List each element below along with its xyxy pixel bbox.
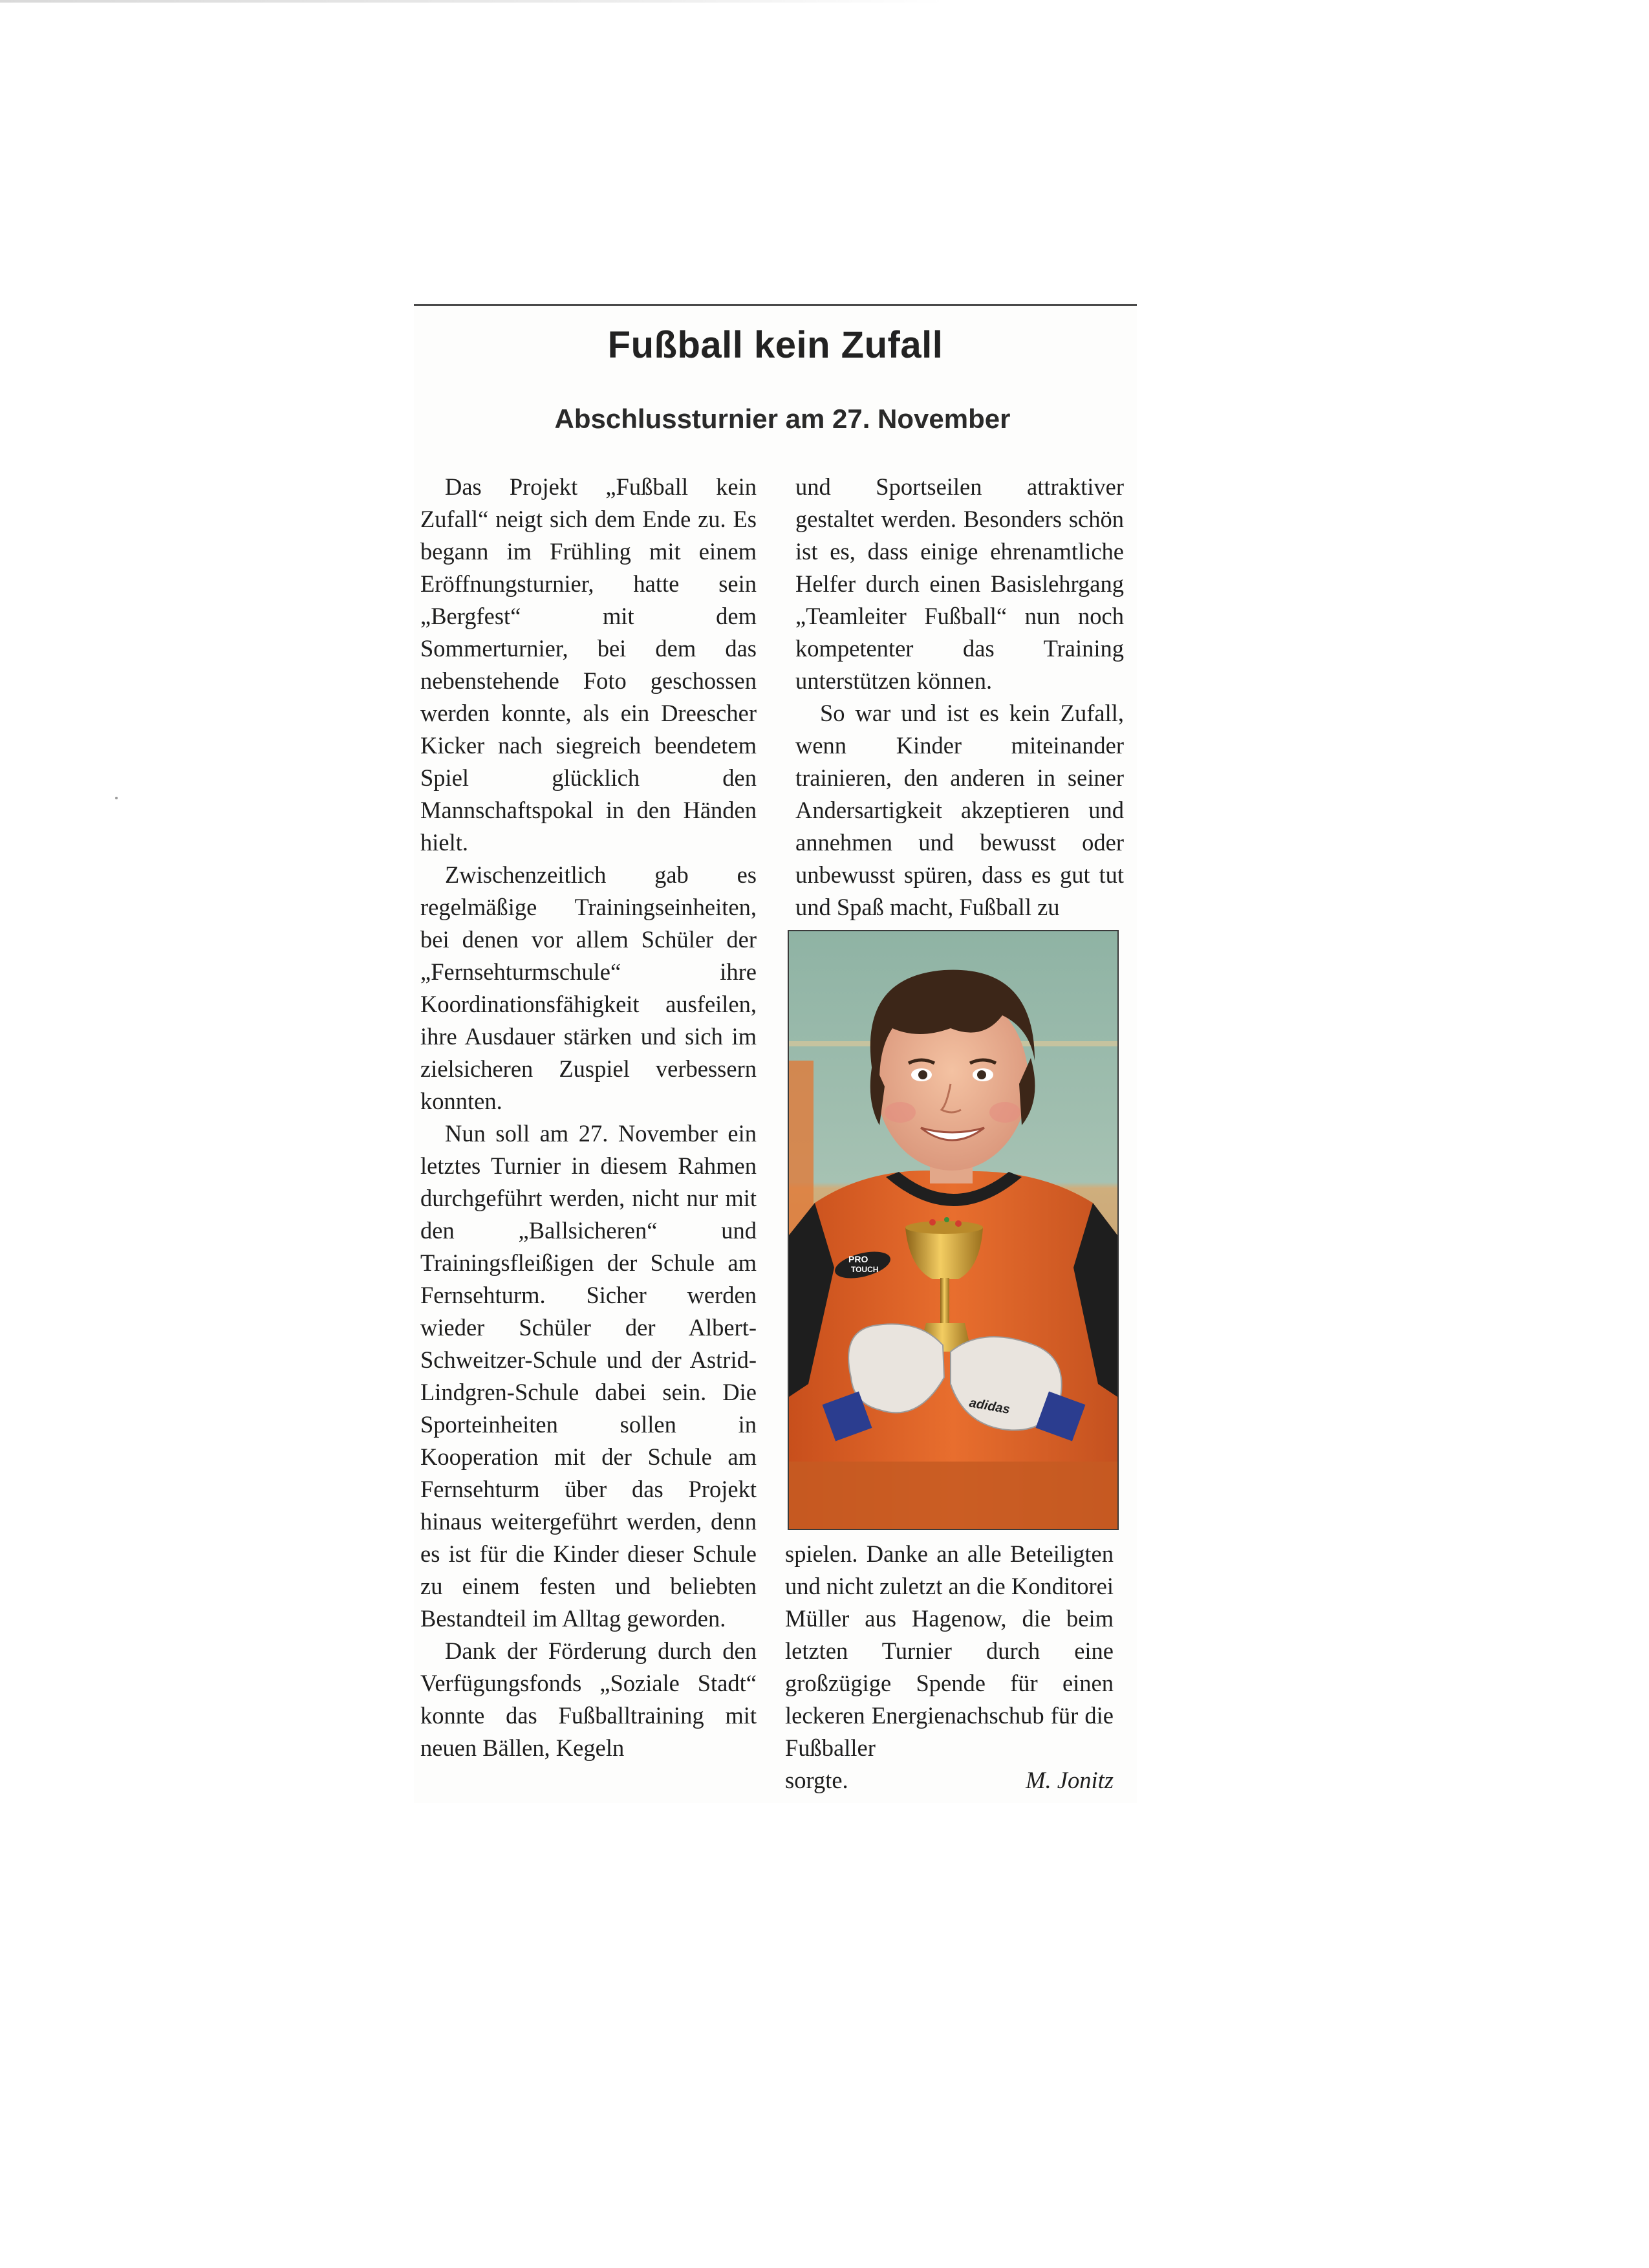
paragraph: Das Projekt „Fußball kein Zufall“ neigt sich dem Ende zu. Es begann im Frühling mit einem Eröffnungsturnier, hatte sein „Bergfest“ mit dem Sommerturnier, bei dem das nebenstehende Foto geschossen werden konnte, als ein Dreescher Kicker nach siegreich beendetem Spiel glücklich den Mannschaftspokal in den Händen hielt. (420, 473, 757, 856)
glove-brand-text: adidas (968, 1396, 1011, 1417)
scan-edge (0, 0, 944, 3)
paragraph: So war und ist es kein Zufall, wenn Kinder miteinander trainieren, den anderen in seiner Andersartigkeit akzeptieren und annehmen und bewusst oder unbewusst spüren, dass es gut tut und Spaß macht, Fußball zu (795, 700, 1124, 920)
jersey-logo-text: TOUCH (851, 1265, 879, 1274)
article-photo (788, 930, 1119, 1530)
scan-speck (115, 797, 118, 799)
author-byline: M. Jonitz (1026, 1767, 1114, 1793)
paragraph: Nun soll am 27. November ein letztes Turnier in diesem Rahmen durchgeführt werden, nicht nur mit den „Ballsicheren“ und Trainingsfleißigen der Schule am Fernsehturm. Sicher werden wieder Schüler der Albert-Schweitzer-Schule und der Astrid-Lindgren-Schule dabei sein. Die Sporteinheiten sollen in Kooperation mit der Schule am Fernsehturm über das Projekt hinaus weitergeführt werden, denn es ist für die Kinder dieser Schule zu einem festen und beliebten Bestandteil im Alltag geworden. (420, 1120, 757, 1632)
column-right-lower (785, 1538, 1114, 1797)
paragraph: spielen. Danke an alle Beteiligten und nicht zuletzt an die Konditorei Müller aus Hagenow, die beim letzten Turnier durch eine großzügige Spende für einen leckeren Energienachschub für die Fußballer (785, 1540, 1114, 1761)
article-headline: Fußball kein Zufall (607, 324, 943, 366)
jersey-logo-text: PRO (848, 1254, 868, 1264)
closing-line (785, 1764, 1114, 1797)
closing-word: sorgte. (785, 1767, 848, 1793)
column-right-upper (795, 471, 1124, 923)
article-subheadline: Abschlussturnier am 27. November (554, 404, 1011, 434)
photo-boy-with-trophy (789, 931, 1117, 1529)
column-left (420, 471, 757, 1764)
paragraph: Dank der Förderung durch den Verfügungsfonds „Soziale Stadt“ konnte das Fußballtraining mit neuen Bällen, Kegeln (420, 1637, 757, 1761)
paragraph: Zwischenzeitlich gab es regelmäßige Trainingseinheiten, bei denen vor allem Schüler der „Fernsehturmschule“ ihre Koordinationsfähigkeit ausfeilen, ihre Ausdauer stärken und sich im zielsicheren Zuspiel verbessern konnten. (420, 861, 757, 1114)
top-rule (414, 304, 1137, 306)
paragraph: und Sportseilen attraktiver gestaltet werden. Besonders schön ist es, dass einige ehrenamtliche Helfer durch einen Basislehrgang „Teamleiter Fußball“ nun noch kompetenter das Training unterstützen können. (795, 473, 1124, 694)
